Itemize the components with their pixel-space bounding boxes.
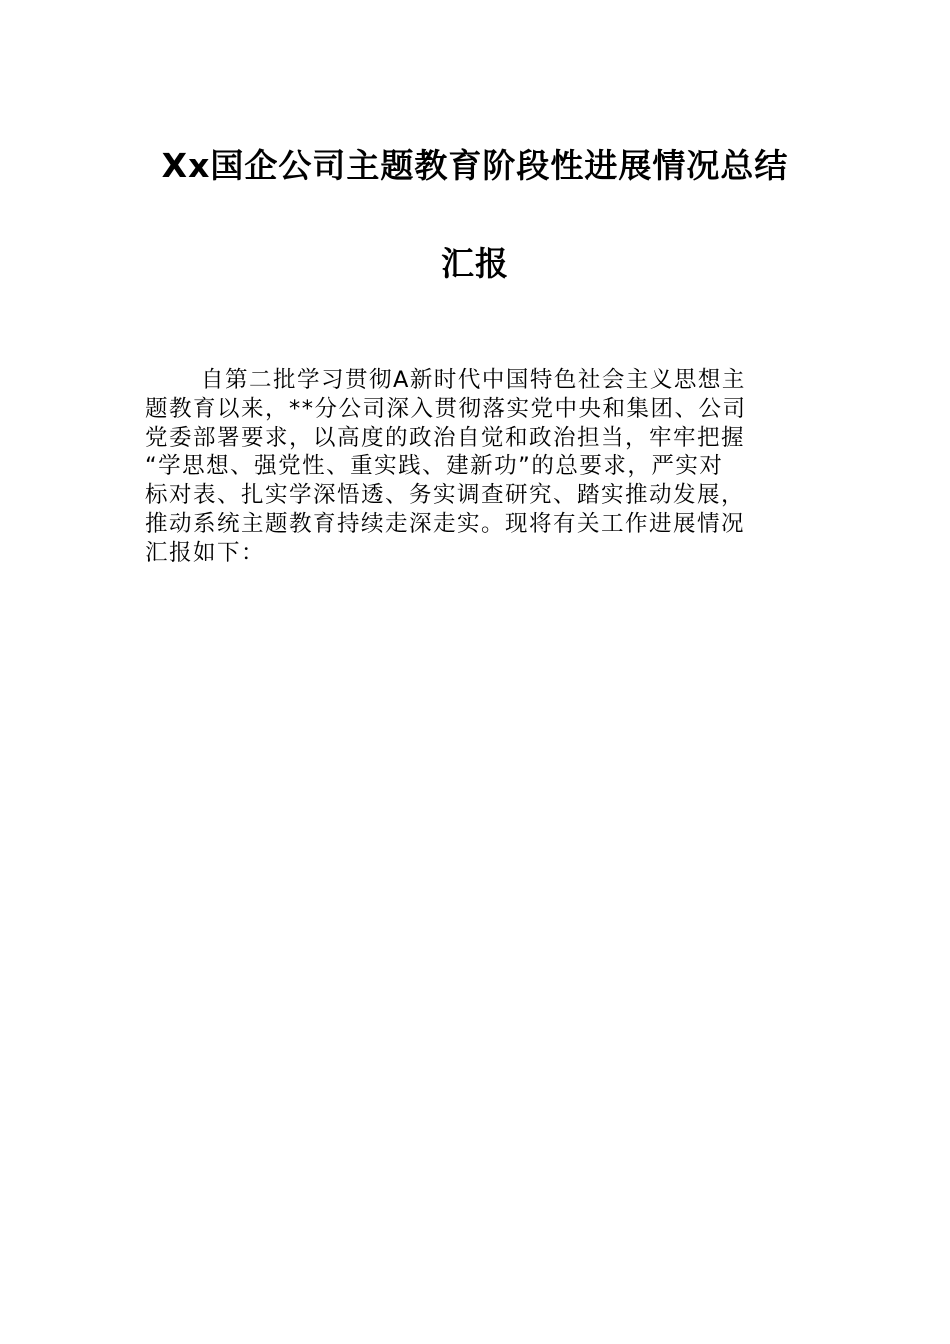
paragraph-line: 题教育以来，**分公司深入贯彻落实党中央和集团、公司 <box>145 395 747 422</box>
document-title-continued: 汇报 <box>441 244 509 283</box>
paragraph-line: 党委部署要求，以高度的政治自觉和政治担当，牢牢把握 <box>145 424 746 451</box>
document-title: Xx国企公司主题教育阶段性进展情况总结 <box>161 146 789 185</box>
paragraph-line: “学思想、强党性、重实践、建新功”的总要求，严实对 <box>145 453 724 480</box>
paragraph-line: 标对表、扎实学深悟透、务实调查研究、踏实推动发展， <box>145 482 746 509</box>
paragraph-line: 自第二批学习贯彻A新时代中国特色社会主义思想主 <box>201 367 746 393</box>
body-paragraph <box>145 366 805 568</box>
paragraph-line: 推动系统主题教育持续走深走实。现将有关工作进展情况 <box>145 510 746 537</box>
paragraph-line: 汇报如下： <box>145 539 266 566</box>
